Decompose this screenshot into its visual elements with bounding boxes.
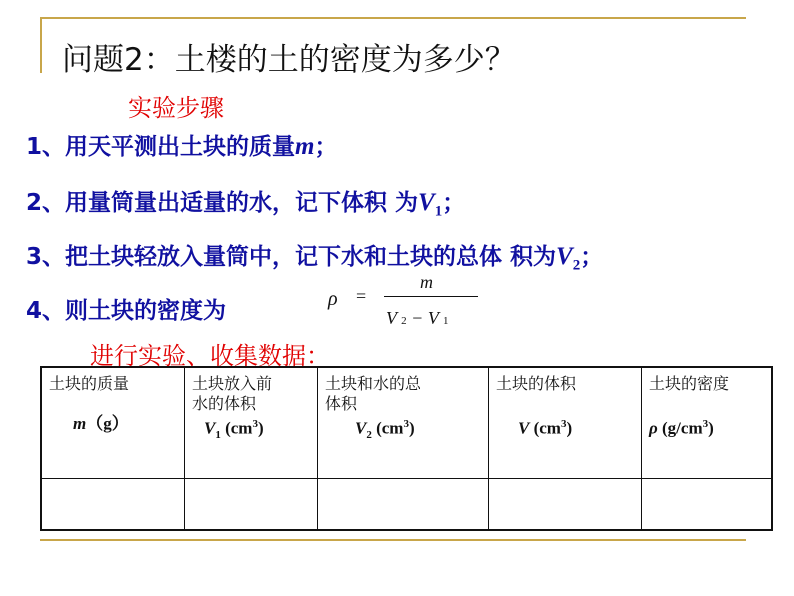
formula-rho: ρ	[328, 288, 338, 310]
slide-title: 问题2：土楼的土的密度为多少？	[62, 42, 516, 78]
header-total-volume-quantity: $V_2$ $(cm^3)$	[355, 418, 415, 442]
header-soil-volume-label: 土块的体积	[496, 374, 577, 393]
header-soil-volume-quantity: V $(cm^3)$	[518, 418, 573, 438]
step-4-number: 4	[26, 298, 43, 324]
cell-mass[interactable]	[41, 479, 185, 531]
header-water-volume-quantity: $V_1$ $(cm^3)$	[204, 418, 264, 442]
left-rule	[40, 17, 42, 73]
step-3-subscript: 2	[572, 257, 581, 274]
cell-density[interactable]	[642, 479, 773, 531]
header-density	[642, 367, 773, 479]
density-formula	[326, 272, 486, 334]
section-steps-heading: 实验步骤	[128, 94, 224, 122]
header-total-volume-label2: 体积	[325, 394, 358, 413]
formula-equals: =	[356, 286, 367, 306]
step-3-text: 、把土块轻放入量筒中，记下水和土块的总体 积为	[42, 244, 557, 270]
header-water-volume-label2: 水的体积	[192, 394, 257, 413]
step-3	[26, 238, 603, 275]
formula-denominator: V 2 − V 1	[386, 308, 449, 328]
header-soil-volume	[489, 367, 642, 479]
step-2-variable: V	[418, 189, 435, 216]
cell-total-volume[interactable]	[318, 479, 489, 531]
bottom-rule	[40, 539, 746, 541]
formula-numerator: m	[420, 272, 433, 292]
step-2-number: 2	[26, 190, 43, 216]
header-total-volume	[318, 367, 489, 479]
header-density-quantity: ρ $(g/cm^3)$	[649, 418, 714, 438]
step-3-end: ；	[580, 244, 604, 270]
step-2-end: ；	[442, 190, 466, 216]
step-3-number: 3	[26, 244, 43, 270]
step-1-number: 1	[26, 134, 43, 160]
cell-water-volume[interactable]	[185, 479, 318, 531]
step-3-variable: V	[556, 243, 573, 270]
data-table	[40, 366, 773, 531]
step-4	[26, 292, 226, 325]
cell-soil-volume[interactable]	[489, 479, 642, 531]
section-collect-heading: 进行实验、收集数据：	[90, 342, 330, 370]
step-4-text: 、则土块的密度为	[42, 298, 227, 324]
top-rule	[40, 17, 746, 19]
table-header-row	[41, 367, 772, 479]
step-1	[26, 128, 337, 161]
step-1-end: ；	[314, 134, 338, 160]
header-mass-quantity: m（g）	[73, 414, 129, 433]
step-1-text: 、用天平测出土块的质量	[42, 134, 296, 160]
table-row	[41, 479, 772, 531]
header-density-label: 土块的密度	[649, 374, 730, 393]
step-2	[26, 184, 465, 221]
header-mass-label: 土块的质量	[49, 374, 130, 393]
step-2-text: 、用量筒量出适量的水，记下体积 为	[42, 190, 419, 216]
header-water-volume-label1: 土块放入前	[192, 374, 273, 393]
formula-fraction-bar	[384, 296, 478, 297]
step-1-variable: m	[295, 133, 315, 160]
header-total-volume-label1: 土块和水的总	[325, 374, 422, 393]
header-water-volume	[185, 367, 318, 479]
header-mass	[41, 367, 185, 479]
step-2-subscript: 1	[434, 203, 443, 220]
